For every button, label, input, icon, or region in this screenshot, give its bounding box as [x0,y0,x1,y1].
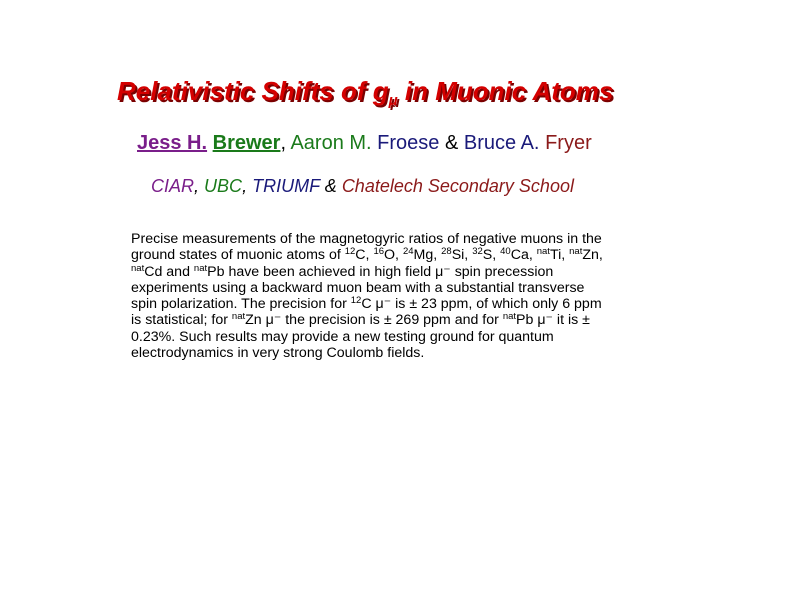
abstract-line: spin polarization. The precision for $^{12}$C μ⁻ is ± 23 ppm, of which only 6 ppm [131,295,602,313]
author-2-first: Aaron M. [290,132,372,154]
affil-ampersand: & [324,176,337,196]
affil-ciar: CIAR [151,176,195,196]
author-separator: , [280,132,286,154]
author-3-first: Bruce A. [463,132,540,154]
author-line [137,132,592,155]
author-2-last: Froese [377,132,440,154]
title-subscript-mu: μ [388,92,398,109]
abstract [131,231,679,361]
affil-triumf: TRIUMF [252,176,320,196]
abstract-line: Precise measurements of the magnetogyric ratios of negative muons in the [131,231,602,247]
affil-ubc: UBC [204,176,243,196]
affil-comma-1: , [194,176,200,196]
affil-school: Chatelech Secondary School [341,176,574,196]
abstract-line: $^{nat}$Cd and $^{nat}$Pb have been achieved in high field μ⁻ spin precession [131,262,554,280]
author-1-last: Brewer [212,132,281,154]
title-main: Relativistic Shifts of g [117,76,389,106]
abstract-line: electrodynamics in very strong Coulomb fields. [131,345,425,362]
title-rest: in Muonic Atoms [397,76,614,106]
abstract-line: ground states of muonic atoms of $^{12}$C, $^{16}$O, $^{24}$Mg, $^{28}$Si, $^{32}$S, $^{40}$Ca, $^{nat}$Ti, $^{nat}$Zn, [131,246,603,264]
abstract-line: 0.23%. Such results may provide a new testing ground for quantum [131,328,554,345]
affil-comma-2: , [242,176,248,196]
author-1-first: Jess H. [137,132,208,154]
author-3-last: Fryer [545,132,592,154]
slide-title [117,76,697,107]
author-ampersand: & [444,132,459,154]
abstract-line: experiments using a backward muon beam with a substantial transverse [131,279,585,296]
abstract-line: is statistical; for $^{nat}$Zn μ⁻ the precision is ± 269 ppm and for $^{nat}$Pb μ⁻ it is ± [131,311,590,329]
affiliation-line [151,176,574,197]
